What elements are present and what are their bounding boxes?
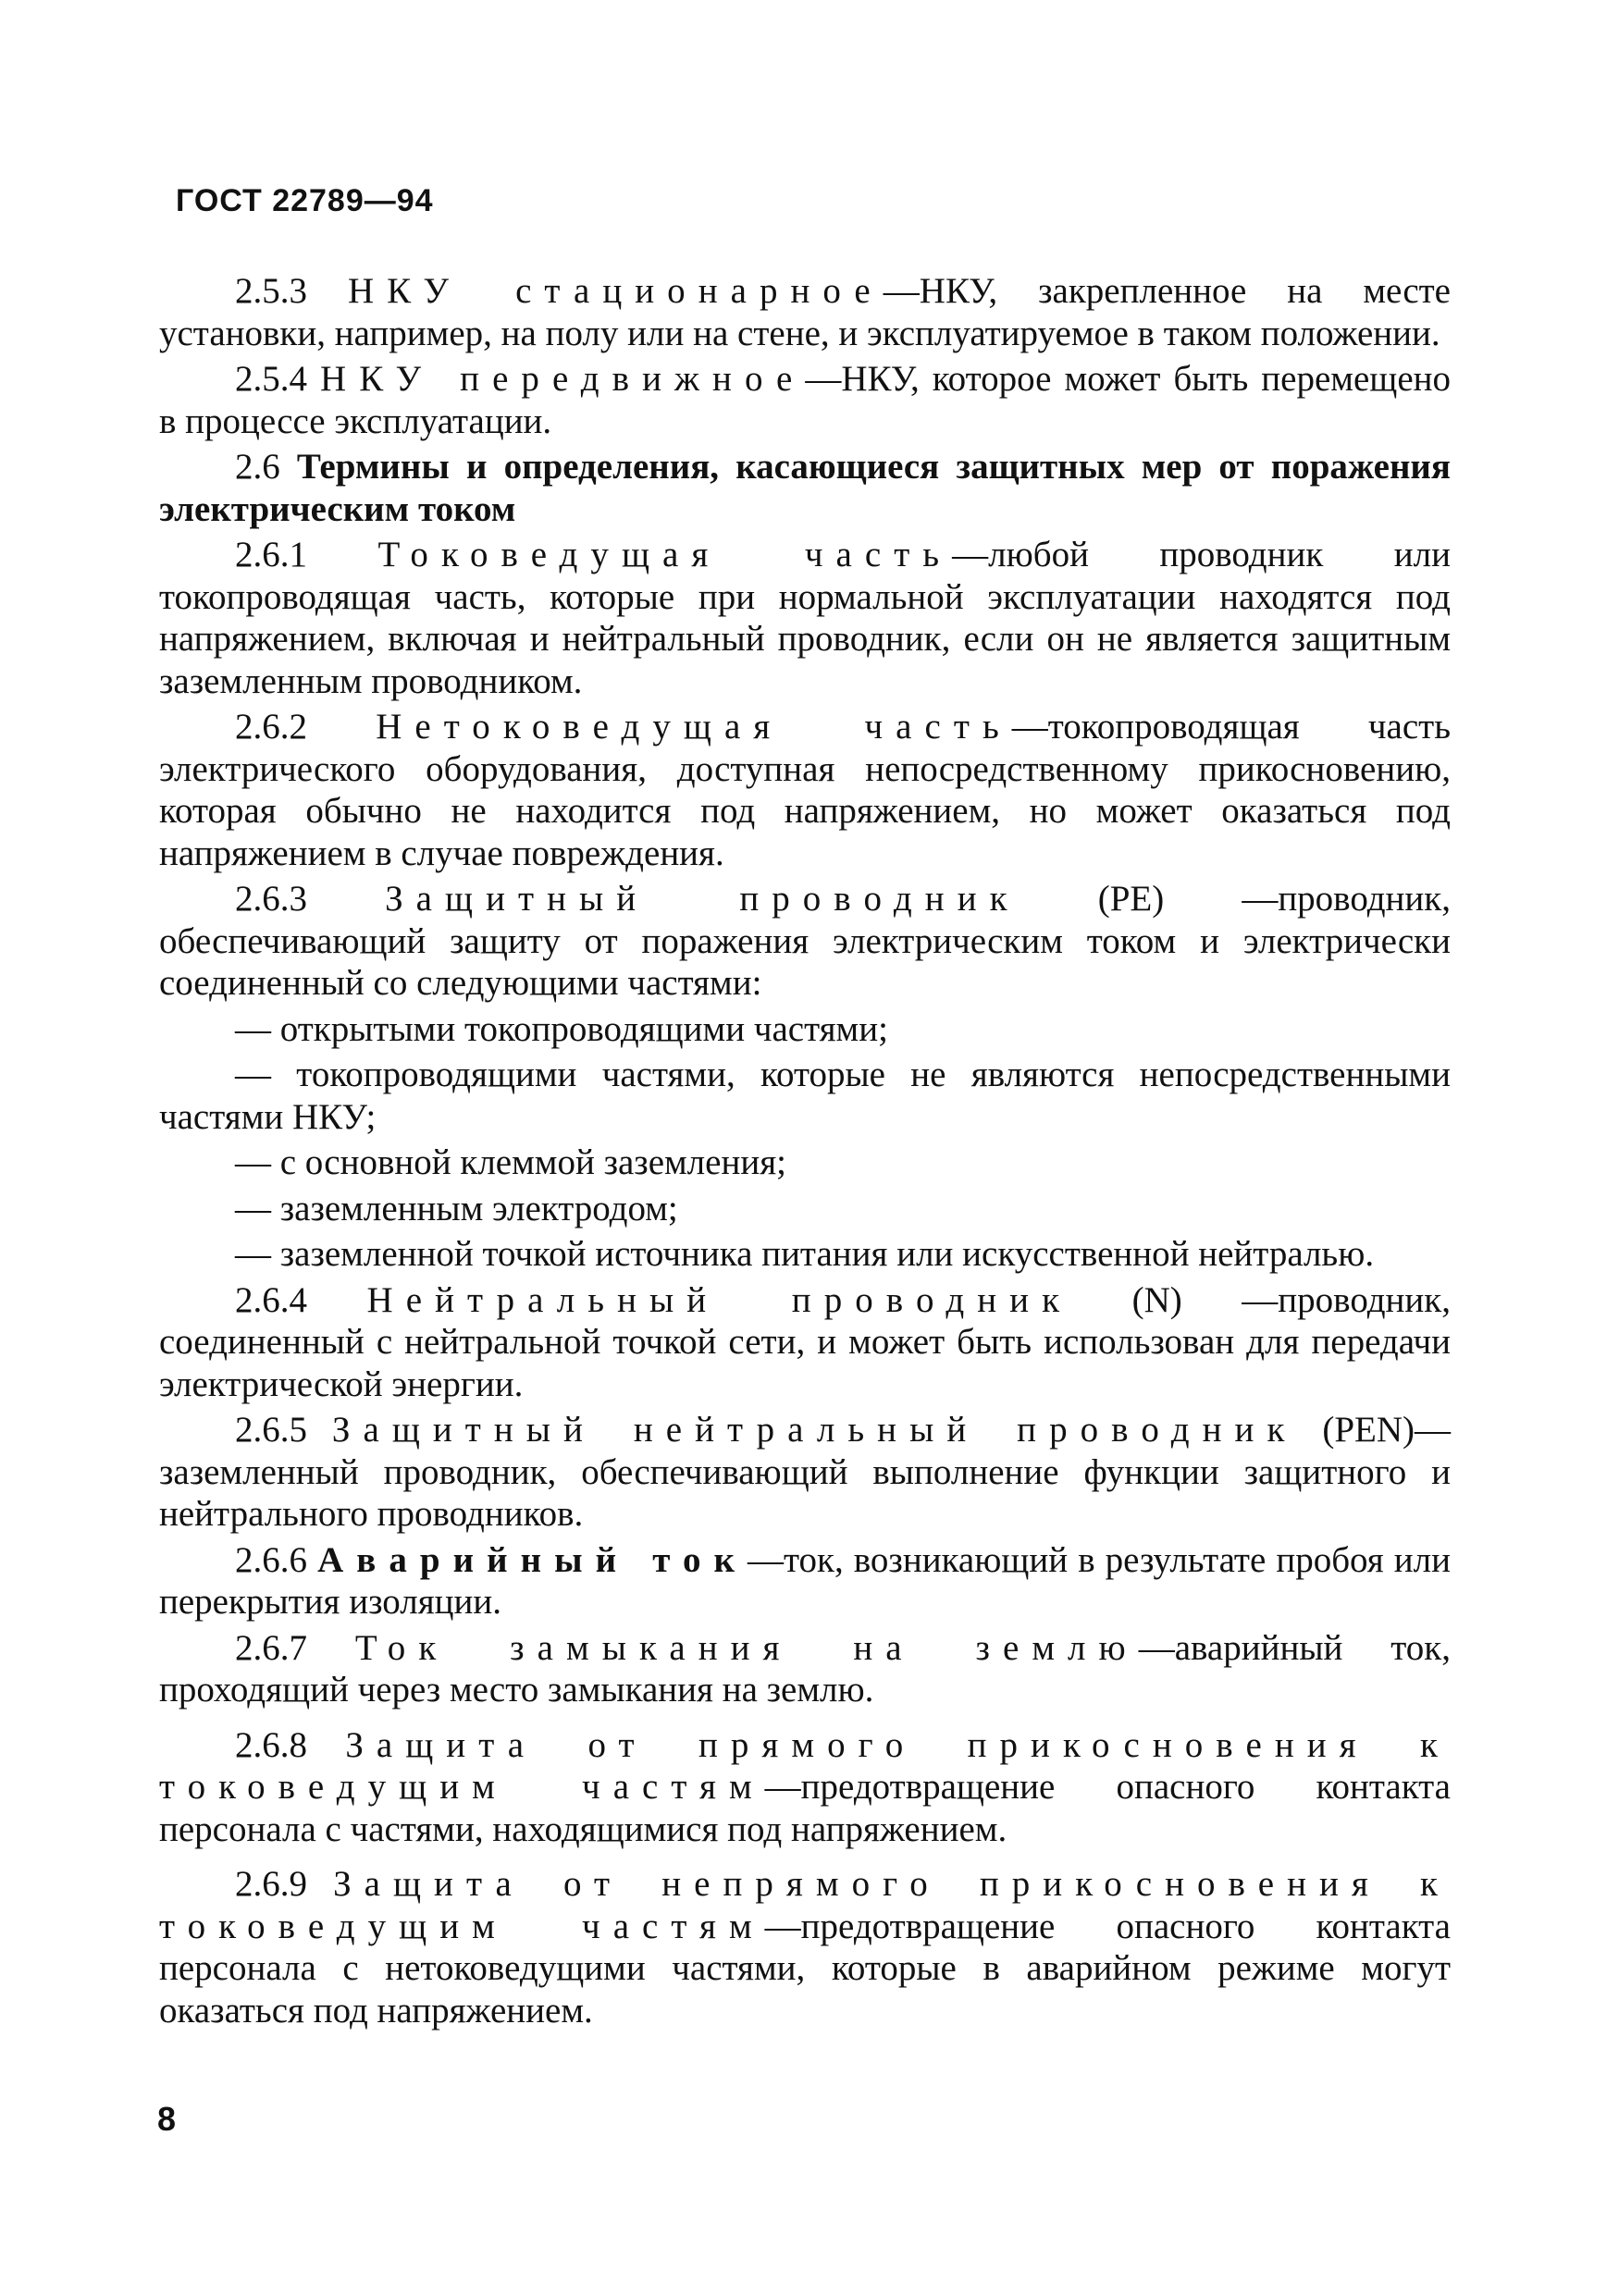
standard-header: ГОСТ 22789—94 (176, 183, 434, 218)
list-item: — токопроводящими частями, которые не являются непосредственными частями НКУ; (159, 1055, 1451, 1137)
clause-2-6-4 (159, 1279, 1451, 1406)
clause-2-6-6 (159, 1539, 1451, 1623)
list-item: — заземленной точкой источника питания или искусственной нейтралью. (235, 1234, 1375, 1274)
term: Нейтральный проводник (366, 1279, 1073, 1320)
definition: —предотвращение опасного контакта персонала с нетоковедущими частями, которые в аварийном режиме могут оказаться под напряжением. (159, 1906, 1451, 2031)
clause-2-5-4 (159, 358, 1451, 442)
term: НКУ стационарное (347, 271, 884, 311)
clause-number: 2.5.3 (235, 271, 307, 311)
list-item: — открытыми токопроводящими частями; (235, 1008, 888, 1049)
definition: (N) —проводник, соединенный с нейтральной точкой сети, и может быть использован для передачи электрической энергии. (159, 1279, 1451, 1404)
clause-2-6-3 (159, 878, 1451, 1005)
definition: (PEN)—заземленный проводник, обеспечивающий выполнение функции защитного и нейтрального проводников. (159, 1410, 1451, 1534)
section-heading-2-6 (159, 446, 1451, 530)
clause-number: 2.6.5 (235, 1410, 307, 1450)
term: Нетоковедущая часть (376, 707, 1012, 747)
clause-number: 2.6.4 (235, 1279, 307, 1320)
clause-2-6-1 (159, 534, 1451, 702)
definition: —ток, возникающий в результате пробоя или перекрытия изоляции. (159, 1539, 1451, 1622)
list-item: — заземленным электродом; (235, 1188, 678, 1228)
definition: —предотвращение опасного контакта персонала с частями, находящимися под напряжением. (159, 1767, 1451, 1849)
clause-2-5-3 (159, 270, 1451, 354)
definition: —любой проводник или токопроводящая часть, которые при нормальной эксплуатации находятся под напряжением, включая и нейтральный проводник, если он не является защитным заземленным проводником. (159, 535, 1451, 701)
definition: (PE) —проводник, обеспечивающий защиту от поражения электрическим током и электрически соединенный со следующими частями: (159, 879, 1451, 1003)
clause-number: 2.6.8 (235, 1724, 307, 1765)
term: Защитный нейтральный проводник (331, 1410, 1298, 1450)
list-item: — с основной клеммой заземления; (235, 1142, 786, 1182)
clause-2-6-2 (159, 706, 1451, 874)
clause-2-6-5 (159, 1409, 1451, 1536)
clause-number: 2.6.3 (235, 879, 307, 919)
clause-2-6-9 (159, 1863, 1451, 2031)
definition: —аварийный ток, проходящий через место замыкания на землю. (159, 1627, 1451, 1710)
clause-number: 2.6.9 (235, 1864, 307, 1904)
term: Защита от непрямого прикосновения к токоведущим частям (159, 1864, 1451, 1946)
clause-number: 2.6.6 (235, 1539, 307, 1580)
page-number: 8 (157, 2100, 177, 2138)
definition: —токопроводящая часть электрического оборудования, доступная непосредственному прикосновению, которая обычно не находится под напряжением, но может оказаться под напряжением в случае повреждения. (159, 707, 1451, 873)
term: Защита от прямого прикосновения к токоведущим частям (159, 1724, 1451, 1807)
clause-number: 2.6.7 (235, 1627, 307, 1668)
term: Аварийный ток (317, 1539, 748, 1580)
clause-number: 2.6.2 (235, 707, 307, 747)
section-number: 2.6 (235, 447, 280, 487)
section-title: Термины и определения, касающиеся защитных мер от поражения электрическим током (159, 447, 1452, 529)
term: Токоведущая часть (377, 535, 953, 574)
definition: —НКУ, закрепленное на месте установки, например, на полу или на стене, и эксплуатируемое в таком положении. (159, 271, 1451, 353)
clause-2-6-8 (159, 1724, 1451, 1851)
definition: —НКУ, которое может быть перемещено в процессе эксплуатации. (159, 359, 1451, 441)
term: Защитный проводник (385, 879, 1020, 919)
clause-number: 2.6.1 (235, 535, 307, 574)
term: НКУ передвижное (320, 359, 806, 399)
clause-2-6-7 (159, 1627, 1451, 1711)
document-body (159, 270, 1451, 2035)
term: Ток замыкания на землю (354, 1627, 1139, 1668)
clause-number: 2.5.4 (235, 359, 307, 399)
